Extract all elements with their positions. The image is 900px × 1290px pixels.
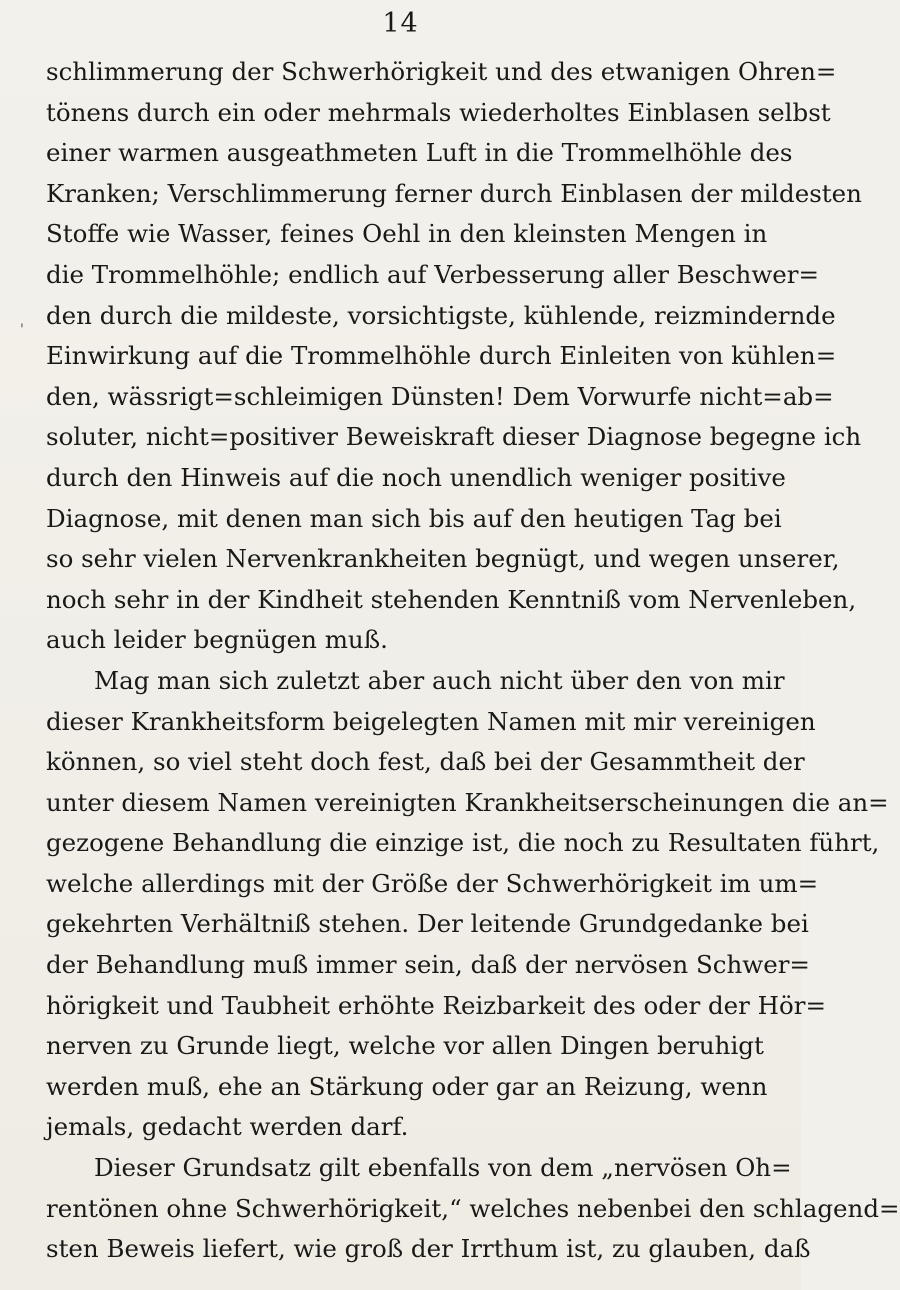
- text-line: nerven zu Grunde liegt, welche vor allen Dingen beruhigt: [46, 1031, 764, 1061]
- text-line: Einwirkung auf die Trommelhöhle durch Einleiten von kühlen=: [46, 341, 837, 371]
- text-line: Dieser Grundsatz gilt ebenfalls von dem „nervösen Oh=: [94, 1153, 792, 1183]
- margin-mark: ': [20, 322, 24, 338]
- text-line: auch leider begnügen muß.: [46, 625, 388, 655]
- text-line: tönens durch ein oder mehrmals wiederholtes Einblasen selbst: [46, 97, 831, 127]
- text-line: hörigkeit und Taubheit erhöhte Reizbarkeit des oder der Hör=: [46, 990, 827, 1020]
- text-line: jemals, gedacht werden darf.: [46, 1112, 409, 1142]
- text-line: den, wässrigt=schleimigen Dünsten! Dem Vorwurfe nicht=ab=: [46, 381, 834, 411]
- text-line: der Behandlung muß immer sein, daß der nervösen Schwer=: [46, 950, 810, 980]
- page-number: 14: [382, 8, 419, 39]
- text-line: welche allerdings mit der Größe der Schwerhörigkeit im um=: [46, 868, 819, 898]
- text-line: einer warmen ausgeathmeten Luft in die Trommelhöhle des: [46, 138, 793, 168]
- text-line: Kranken; Verschlimmerung ferner durch Einblasen der mildesten: [46, 178, 862, 208]
- body-text: [46, 52, 900, 1270]
- text-line: gekehrten Verhältniß stehen. Der leitende Grundgedanke bei: [46, 909, 809, 939]
- text-line: können, so viel steht doch fest, daß bei der Gesammtheit der: [46, 747, 805, 777]
- paragraph: [46, 52, 862, 661]
- text-line: durch den Hinweis auf die noch unendlich weniger positive: [46, 462, 786, 492]
- text-line: unter diesem Namen vereinigten Krankheitserscheinungen die an=: [46, 787, 889, 817]
- text-line: dieser Krankheitsform beigelegten Namen mit mir vereinigen: [46, 706, 816, 736]
- paragraph: [46, 661, 889, 1148]
- text-line: Mag man sich zuletzt aber auch nicht über den von mir: [94, 665, 785, 695]
- text-line: werden muß, ehe an Stärkung oder gar an Reizung, wenn: [46, 1071, 768, 1101]
- text-line: Stoffe wie Wasser, feines Oehl in den kleinsten Mengen in: [46, 219, 768, 249]
- text-line: sten Beweis liefert, wie groß der Irrthum ist, zu glauben, daß: [46, 1234, 811, 1264]
- text-line: den durch die mildeste, vorsichtigste, kühlende, reizmindernde: [46, 300, 836, 330]
- text-line: soluter, nicht=positiver Beweiskraft dieser Diagnose begegne ich: [46, 422, 862, 452]
- text-line: so sehr vielen Nervenkrankheiten begnügt, und wegen unserer,: [46, 544, 840, 574]
- text-line: gezogene Behandlung die einzige ist, die noch zu Resultaten führt,: [46, 828, 880, 858]
- paragraph: [46, 1148, 900, 1270]
- text-line: rentönen ohne Schwerhörigkeit,“ welches nebenbei den schlagend=: [46, 1193, 900, 1223]
- text-line: Diagnose, mit denen man sich bis auf den heutigen Tag bei: [46, 503, 782, 533]
- text-line: schlimmerung der Schwerhörigkeit und des etwanigen Ohren=: [46, 57, 837, 86]
- text-line: die Trommelhöhle; endlich auf Verbesserung aller Beschwer=: [46, 259, 820, 289]
- text-line: noch sehr in der Kindheit stehenden Kenntniß vom Nervenleben,: [46, 584, 857, 614]
